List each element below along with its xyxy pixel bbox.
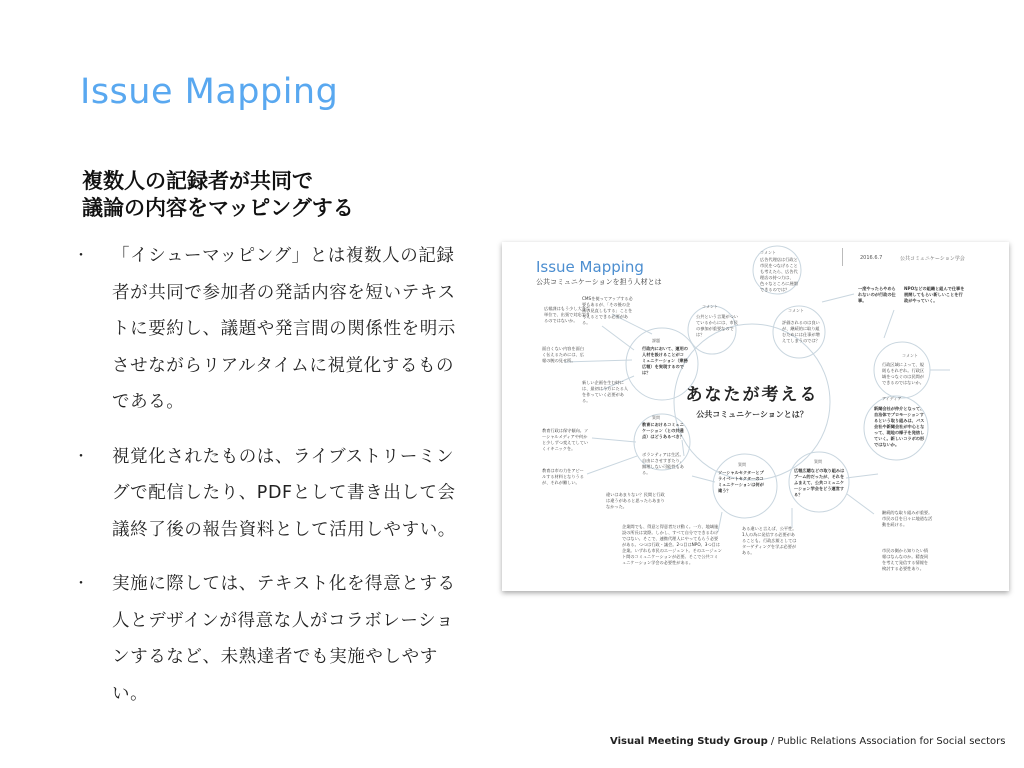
map-tag: コメント [760,250,776,255]
map-note: ソーシャルセクターとプライベートセクターのコミュニケーションは何が違う？ [718,470,764,493]
map-note: 広報広聴などの取り組みはブーム的だったが、それをふまえて、公共コミュニケーション学会をどう運営する？ [794,468,845,497]
map-note: CMSを使ってアップする必要もあるが、「その後の企画の見直しもする」ことを考えるとできる必要がある。 [582,296,633,325]
bullet-item [70,439,470,549]
map-note: 行政内において、運用の人材を設けることがコミュニケーション（業務広報）を実現するのでは？ [642,346,688,375]
figure-title: Issue Mapping [536,258,644,276]
figure-central-topic [662,380,842,420]
bullet-dot-icon: ・ [74,576,89,592]
map-note: 教育は市の力をアピールする材料となりうるが、それが難しい。 [542,468,584,485]
bullet-text: 視覚化されたものは、ライブストリーミングで配信したり、PDFとして書き出して会議終了後の報告資料として活用しやすい。 [112,446,456,540]
bullet-dot-icon: ・ [74,248,89,264]
map-note: 面白くない内容を面白く伝えるためには、広報の腕の見せ所。 [542,346,584,363]
map-tag: 課題 [652,338,660,343]
central-topic-sub: 公共コミュニケーションとは？ [696,410,808,419]
map-tag: 質問 [814,459,822,464]
map-note: 企業間でも、得意と得意者だけ動く。一方、地域施設の所長は実際。しかし、すべて自分でできるわけではない。そこで、連携代理人にやってもらう必要がある。つつは行政・議会。2つ目はNPO。3つ目は企業。いずれも市民のエージェント。そのエージェント間のコミュニケーションが必要。そこで公共コミュニケーション学会の必要性がある。 [622,524,722,565]
map-note: 広告代理店は行政と市民をつなげることも考えたら、広告代理店の持つ力は、色々なところに展開できるのでは？ [760,257,798,292]
subtitle-line-2: 議論の内容をマッピングする [82,196,354,220]
map-tag: 質問 [652,415,660,420]
map-note: 市民の側から知りたい情報はなんなのか。精査同を考えて発信する情報を検討する必要性あり。 [882,548,929,571]
figure-subtitle: 公共コミュニケーションを担う人材とは [536,278,662,286]
slide-title: Issue Mapping [80,72,339,112]
map-note: ボランティアは生活。自由にさせすぎたり、無理しない可能性もある。 [642,452,684,475]
slide-subtitle [82,168,482,222]
issue-map-figure [502,242,1009,591]
bullet-text: 実施に際しては、テキスト化を得意とする人とデザインが得意な人がコラボレーションするなど、未熟達者でも実施やしやすい。 [112,574,456,704]
map-note: 新しい企画を生む時には、最初は今方にたる人を作っていく必要がある。 [582,380,629,403]
subtitle-line-1: 複数人の記録者が共同で [82,169,313,193]
map-note: 公共という言葉がついているからには、市民の参加が重要なのでは？ [696,314,738,337]
footer-credit [610,736,1005,747]
figure-team: 公共コミュニケーション学会 [900,256,965,262]
central-topic-main: あなたが考える [685,385,819,405]
figure-date: 2016.6.7 [860,255,883,261]
map-note: 一度やったらやめられないのが行政の仕事。 [858,286,896,303]
bullet-item [70,238,470,421]
bullet-list [70,238,470,730]
bullet-dot-icon: ・ [74,448,89,465]
map-tag: コメント [902,353,918,358]
map-tag: コメント [788,308,804,313]
map-tag: コメント [702,304,718,309]
map-note: 教育行政は保守傾向。ソーシャルメディアや何かと少しずつ変えてしていくイキニックを。 [542,428,589,451]
bullet-text: 「イシューマッピング」とは複数人の記録者が共同で参加者の発話内容を短いテキストに要約し、議題や発言間の関係性を明示させながらリアルタイムに視覚化するものである。 [112,246,456,412]
map-note: 広報課はもう少し大きな単位で、出張で対応できるのではないか。 [544,306,591,323]
map-note: 評価されるのは良いが、継続的に取り組むためには仕事が増えてしまうのでは？ [782,320,820,343]
figure-header-divider [842,248,843,266]
footer-organization: / Public Relations Association for Social sectors [767,736,1006,747]
map-note: 新聞会社が仲介となって、自治体でプロモーションするという取り組みは、バス会社や新聞会社が中心となって、現地の様子を発信していく。新しいコラボの形ではないか。 [874,406,925,447]
map-tag: 質問 [738,462,746,467]
map-note: 教育におけるコミュニケーション（との共通点）はどうあるべき？ [642,422,684,439]
map-note: NPOなどの組織と組んで仕事を展開してもらい新しいことを行政がやっていく。 [904,286,965,303]
map-note: 継続的な取り組みが重要。市民の目を日々に地道な活動を続ける。 [882,510,933,527]
map-tag: アイディア [882,396,902,401]
map-note: 行政区域によって、規則もそれぞれ。行政区域をつなぐのは民間ができるのではないか。 [882,362,925,385]
map-note: ある違いと言えば、公平性。1人の為に発信する必要があることも。行政広報としてはターゲティングを学ぶ必要がある。 [742,526,797,555]
footer-group-name: Visual Meeting Study Group [610,736,768,747]
bullet-item [70,566,470,712]
map-note: 違いはあまりない？民間と行政は違うがあると思ったらあまりなかった。 [606,492,665,509]
